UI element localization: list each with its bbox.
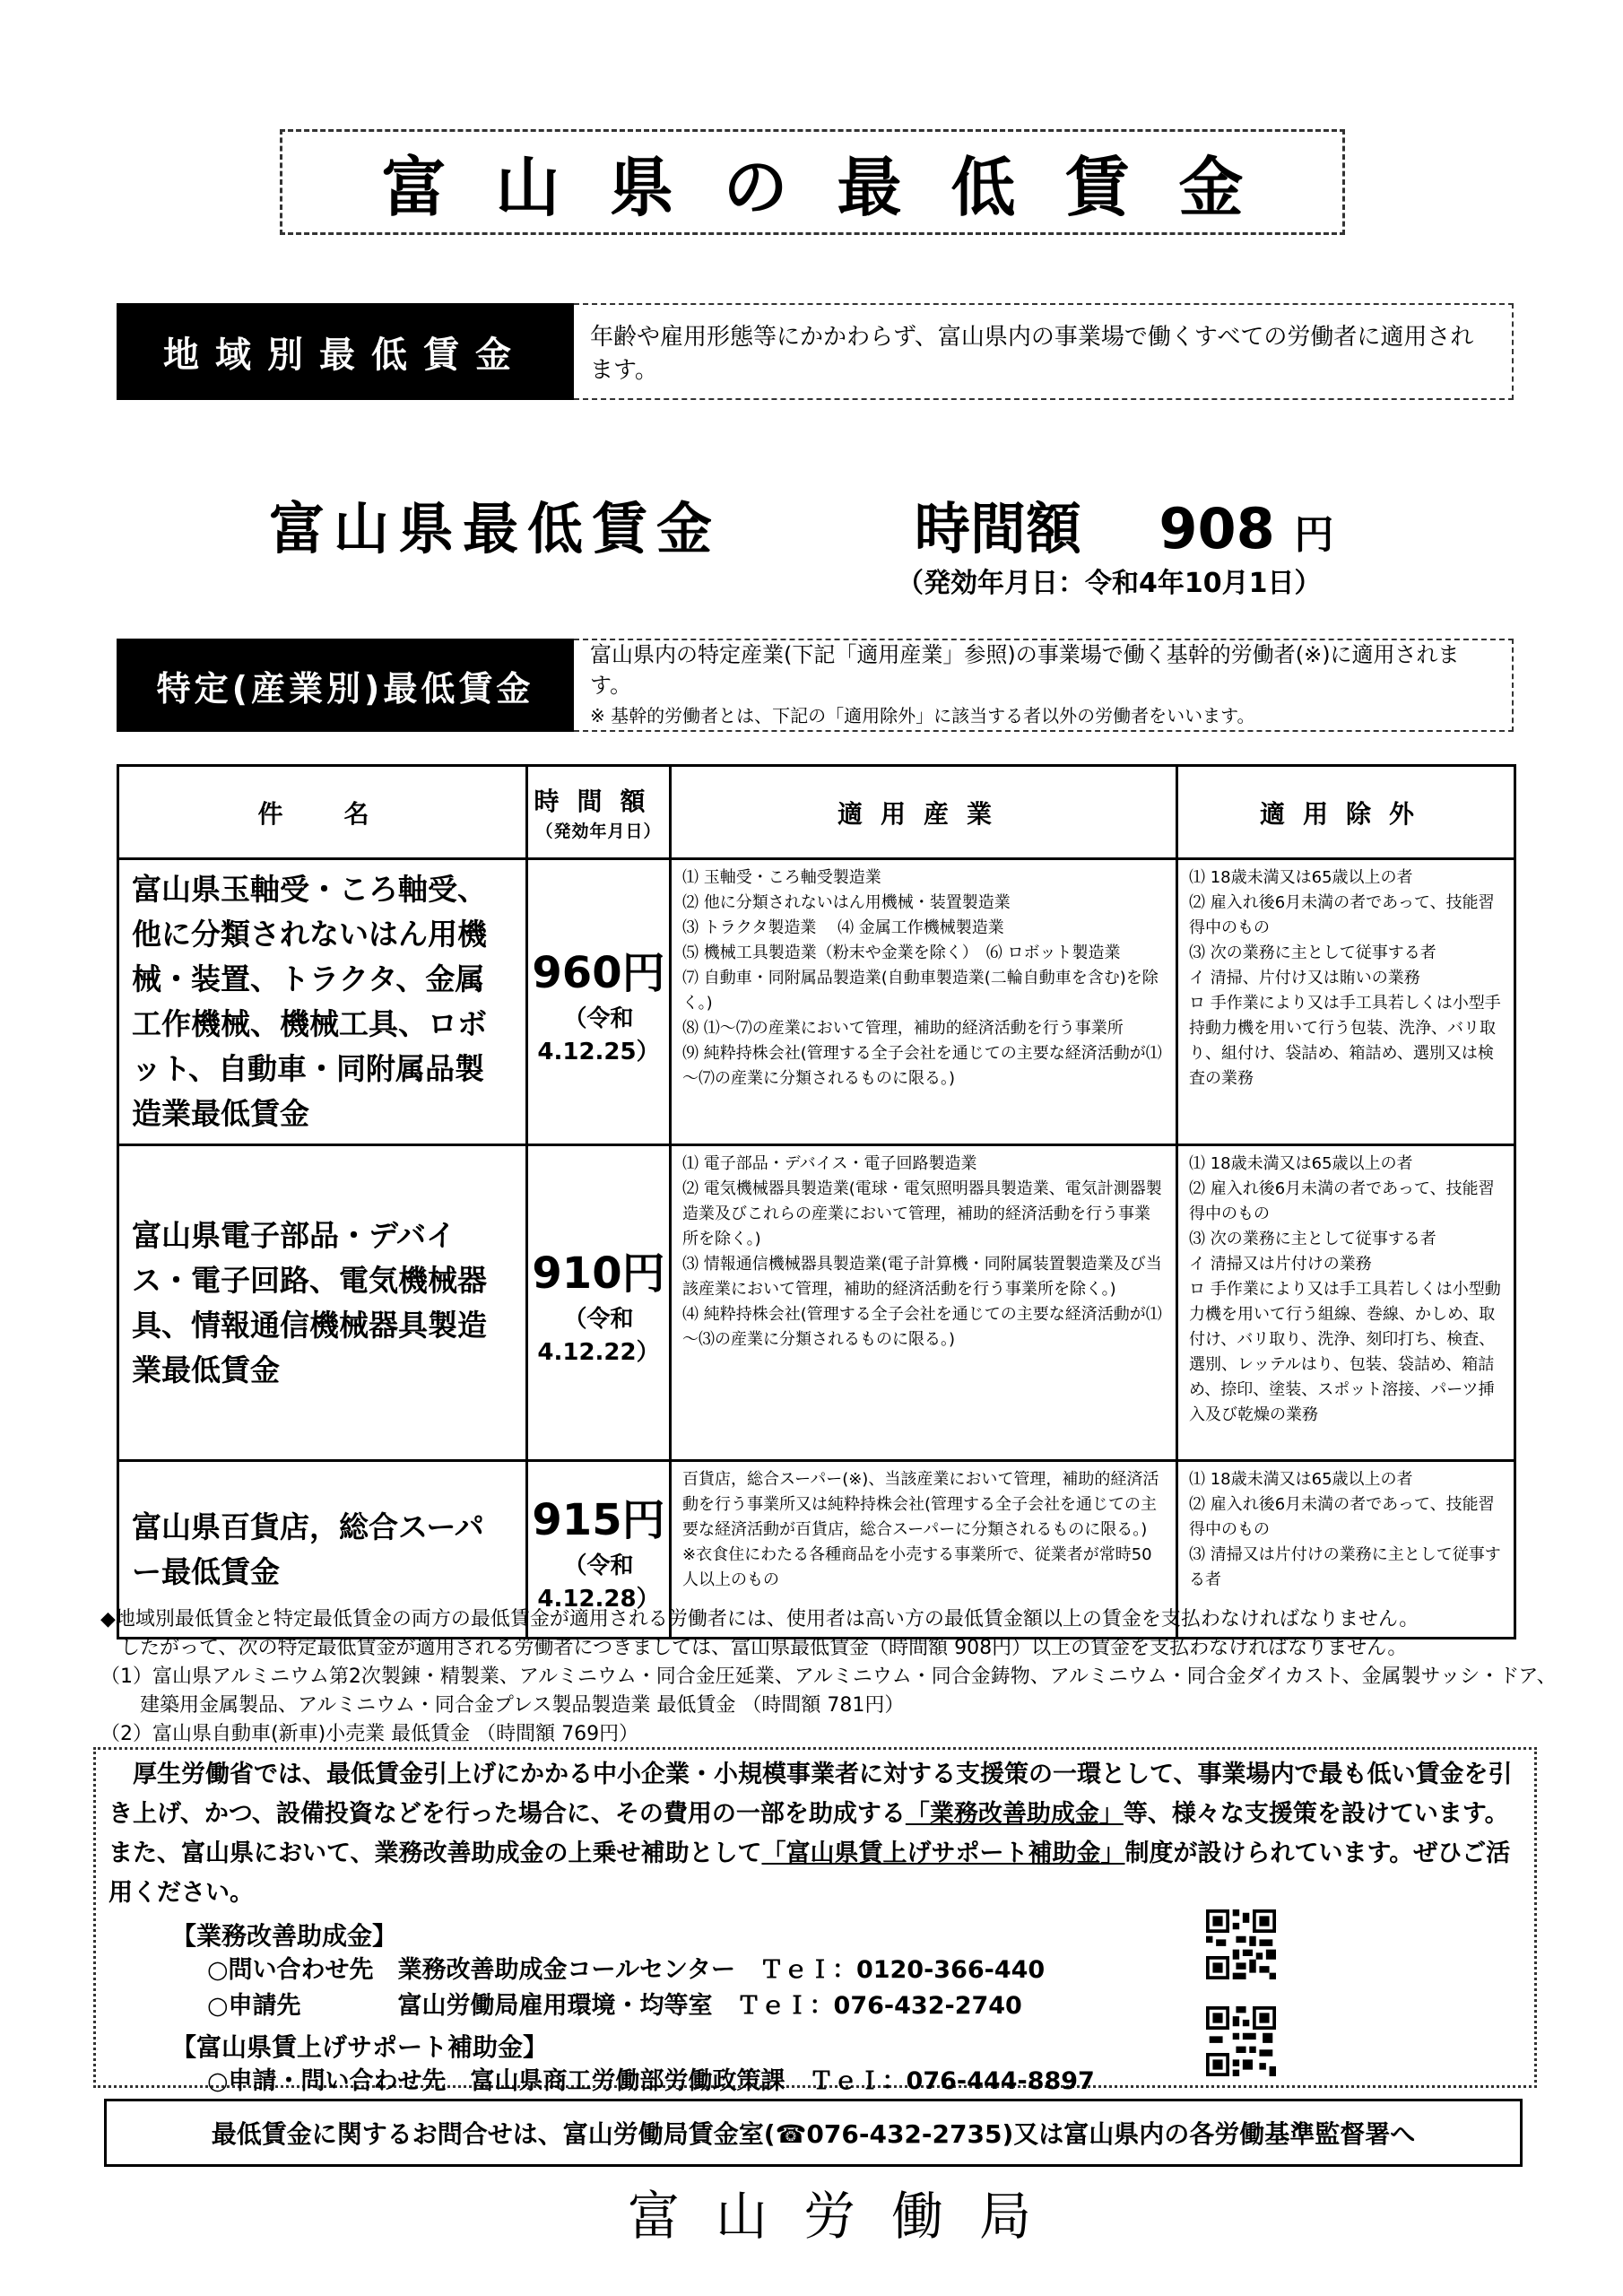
note-line: ◆地域別最低賃金と特定最低賃金の両方の最低賃金が適用される労働者には、使用者は高い方の最低賃金額以上の賃金を支払わなければなりません。	[100, 1608, 1419, 1631]
list-item: ⑶ 次の業務に主として従事する者	[1189, 944, 1436, 962]
row-name: 富山県電子部品・デバイス・電子回路、電気機械器具、情報通信機械器具製造業最低賃金	[118, 1145, 527, 1461]
regional-min-wage-section	[117, 303, 1514, 400]
list-item: ⑶ 次の業務に主として従事する者	[1189, 1230, 1436, 1248]
qr-code-icon[interactable]	[1206, 2006, 1276, 2076]
header-rate	[527, 766, 671, 859]
support-text-a: 厚生労働省では、最低賃金引上げにかかる中小企業・小規模事業者に対する支援策の一環として、事業場内で最も低い賃金を引き上げ、かつ、設備投資などを行った場合に、その費用の一部を助成する	[108, 1761, 1513, 1828]
list-item: ⑴ 18歳未満又は65歳以上の者	[1189, 868, 1413, 887]
list-item: ⑴ 電子部品・デバイス・電子回路製造業	[682, 1154, 977, 1173]
industry-wage-table	[117, 764, 1516, 1639]
specific-min-wage-desc-box	[574, 639, 1514, 732]
list-item: ※衣食住にわたる各種商品を小売する事業所で、従業者が常時50人以上のもの	[682, 1545, 1152, 1589]
subsidy-contact-3: ○申請・問い合わせ先 富山県商工労働部労働政策課 ＴｅＩ：076-444-8897	[207, 2067, 1095, 2095]
main-effective-date: （発効年月日：令和4年10月1日）	[897, 568, 1322, 599]
note-line: （2）富山県自動車(新車)小売業 最低賃金 （時間額 769円）	[100, 1723, 639, 1745]
list-item: 百貨店，総合スーパー(※)、当該産業において管理，補助的経済活動を行う事業所又は純粋持株会社(管理する全子会社を通じての主要な経済活動が百貨店，総合スーパーに分類されるものに限る。)	[682, 1470, 1159, 1539]
list-item: ⑴ 18歳未満又は65歳以上の者	[1189, 1154, 1413, 1173]
header-rate-label: 時間額	[534, 787, 664, 816]
row-industry	[671, 859, 1177, 1145]
list-item: ⑼ 純粋持株会社(管理する全子会社を通じての主要な経済活動が⑴～⑺の産業に分類されるものに限る。)	[682, 1044, 1162, 1088]
list-item: ⑸ 機械工具製造業（粉末や金業を除く） ⑹ ロボット製造業	[682, 944, 1121, 962]
list-item: イ 清掃又は片付けの業務	[1189, 1255, 1372, 1274]
list-item: イ 清掃、片付け又は賄いの業務	[1189, 969, 1420, 987]
row-name: 富山県玉軸受・ころ軸受、他に分類されないはん用機械・装置、トラクタ、金属工作機械、機械工具、ロボット、自動車・同附属品製造業最低賃金	[118, 859, 527, 1145]
specific-min-wage-section	[117, 639, 1514, 732]
regional-min-wage-label: 地域別最低賃金	[117, 303, 574, 400]
subsidy-contact-1: ○問い合わせ先 業務改善助成金コールセンター ＴｅＩ：0120-366-440	[207, 1956, 1046, 1984]
table-row	[118, 859, 1515, 1145]
list-item: ⑴ 玉軸受・ころ軸受製造業	[682, 868, 881, 887]
list-item: ⑵ 雇入れ後6月未満の者であって、技能習得中のもの	[1189, 1179, 1495, 1223]
qr-code-icon[interactable]	[1206, 1909, 1276, 1979]
contact-footer: 最低賃金に関するお問合せは、富山労働局賃金室(☎076-432-2735)又は富山県内の各労働基準監督署へ	[104, 2099, 1523, 2167]
row-exclusion	[1177, 1145, 1515, 1461]
support-text-c: 制度が設けられています。ぜひご活用ください。	[108, 1839, 1511, 1907]
row-rate	[527, 859, 671, 1145]
list-item: ⑺ 自動車・同附属品製造業(自動車製造業(二輪自動車を含む)を除く。)	[682, 969, 1159, 1013]
row-industry	[671, 1145, 1177, 1461]
table-body	[118, 859, 1515, 1639]
note-line: （1）富山県アルミニウム第2次製錬・精製業、アルミニウム・同合金圧延業、アルミニウム・同合金鋳物、アルミニウム・同合金ダイカスト、金属製サッシ・ドア、	[100, 1665, 1557, 1688]
office-name: 富山労働局	[627, 2186, 1067, 2247]
support-text-b: 等、様々な支援策を設けています。また、富山県において、業務改善助成金の上乗せ補助として	[108, 1800, 1509, 1867]
note-line: 建築用金属製品、アルミニウム・同合金プレス製品製造業 最低賃金 （時間額 781円）	[100, 1694, 905, 1717]
row-exclusion	[1177, 859, 1515, 1145]
row-amount: 910円	[532, 1248, 665, 1299]
rate-label: 時間額	[915, 496, 1082, 561]
row-amount: 915円	[532, 1495, 665, 1545]
specific-min-wage-desc: 富山県内の特定産業(下記「適用産業」参照)の事業場で働く基幹的労働者(※)に適用されます。	[590, 642, 1460, 698]
list-item: ⑵ 雇入れ後6月未満の者であって、技能習得中のもの	[1189, 1495, 1495, 1539]
row-effective-date: （令和4.12.22）	[537, 1306, 660, 1366]
amount-unit: 円	[1294, 512, 1334, 558]
list-item: ⑵ 雇入れ後6月未満の者であって、技能習得中のもの	[1189, 893, 1495, 937]
notes-block	[100, 1605, 1557, 1749]
list-item: ロ 手作業により又は手工具若しくは小型動力機を用いて行う組線、巻線、かしめ、取付け、バリ取り、洗浄、刻印打ち、検査、選別、レッテルはり、包装、袋詰め、箱詰め、捺印、塗装、スポット溶接、パーツ挿入及び乾燥の業務	[1189, 1280, 1501, 1424]
header-industry: 適用産業	[671, 766, 1177, 859]
subsidy-heading-1: 【業務改善助成金】	[171, 1921, 398, 1951]
list-item: ロ 手作業により又は手工具若しくは小型手持動力機を用いて行う包装、洗浄、バリ取り、組付け、袋詰め、箱詰め、選別又は検査の業務	[1189, 994, 1501, 1088]
specific-min-wage-label: 特定(産業別)最低賃金	[117, 639, 574, 732]
note-line: したがって、次の特定最低賃金が適用される労働者につきましては、富山県最低賃金（時間額 908円）以上の賃金を支払わなければなりません。	[100, 1637, 1408, 1659]
amount-value: 908	[1159, 496, 1275, 561]
list-item: ⑶ 清掃又は片付けの業務に主として従事する者	[1189, 1545, 1501, 1589]
specific-min-wage-note: ※ 基幹的労働者とは、下記の「適用除外」に該当する者以外の労働者をいいます。	[590, 705, 1255, 726]
list-item: ⑵ 電気機械器具製造業(電球・電気照明器具製造業、電気計測器製造業及びこれらの産業において管理，補助的経済活動を行う事業所を除く。)	[682, 1179, 1162, 1248]
header-name: 件 名	[118, 766, 527, 859]
page-title: 富山県の最低賃金	[381, 150, 1293, 225]
list-item: ⑻ ⑴～⑺の産業において管理，補助的経済活動を行う事業所	[682, 1019, 1124, 1038]
main-wage-amount	[915, 484, 1333, 564]
list-item: ⑷ 純粋持株会社(管理する全子会社を通じての主要な経済活動が⑴～⑶の産業に分類されるものに限る。)	[682, 1305, 1162, 1349]
main-wage-name: 富山県最低賃金	[269, 496, 722, 561]
table-row	[118, 1145, 1515, 1461]
list-item: ⑶ 情報通信機械器具製造業(電子計算機・同附属装置製造業及び当該産業において管理，補助的経済活動を行う事業所を除く。)	[682, 1255, 1162, 1299]
header-exclusion: 適用除外	[1177, 766, 1515, 859]
support-highlight-2: 「富山県賃上げサポート補助金」	[761, 1839, 1125, 1867]
row-amount: 960円	[532, 947, 665, 998]
title-box	[280, 129, 1345, 235]
list-item: ⑴ 18歳未満又は65歳以上の者	[1189, 1470, 1413, 1489]
row-rate	[527, 1145, 671, 1461]
support-paragraph	[108, 1755, 1522, 1913]
list-item: ⑶ トラクタ製造業 ⑷ 金属工作機械製造業	[682, 918, 1004, 937]
row-name: 富山県百貨店，総合スーパー最低賃金	[118, 1461, 527, 1639]
row-effective-date: （令和4.12.25）	[537, 1004, 660, 1065]
regional-min-wage-desc: 年齢や雇用形態等にかかわらず、富山県内の事業場で働くすべての労働者に適用されます。	[574, 303, 1514, 400]
row-effective-date: （令和4.12.28）	[537, 1552, 660, 1613]
support-highlight-1: 「業務改善助成金」	[905, 1800, 1124, 1828]
support-info-box	[93, 1747, 1537, 2095]
subsidy-contact-2: ○申請先 富山労働局雇用環境・均等室 ＴｅＩ：076-432-2740	[207, 1992, 1022, 2020]
list-item: ⑵ 他に分類されないはん用機械・装置製造業	[682, 893, 1011, 912]
table-header-row	[118, 766, 1515, 859]
subsidy-heading-2: 【富山県賃上げサポート補助金】	[171, 2032, 549, 2062]
header-rate-sub: （発効年月日）	[535, 822, 662, 841]
